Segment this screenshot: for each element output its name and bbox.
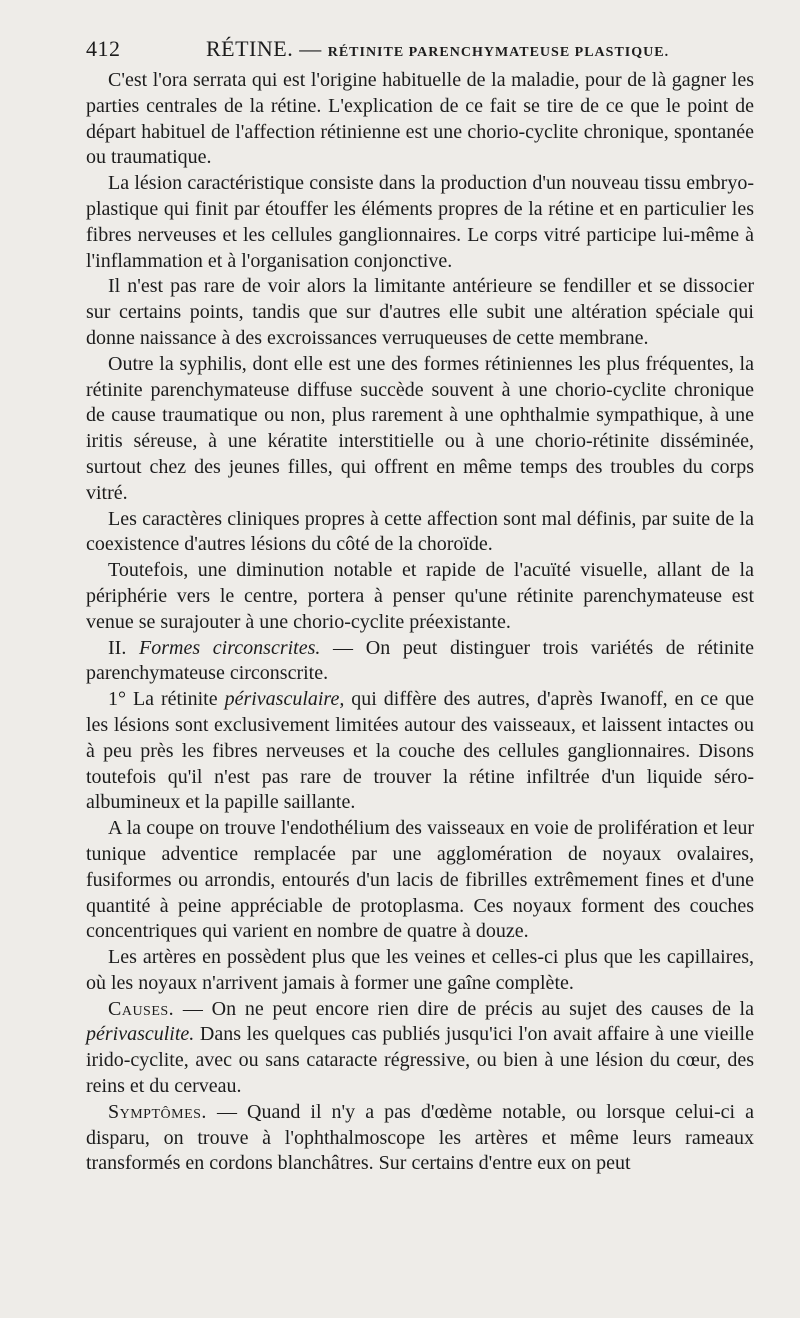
- body-text: [86, 68, 754, 1177]
- paragraph: Les artères en possèdent plus que les veines et celles-ci plus que les capillaires, où les noyaux n'arrivent jamais à former une gaîne complète.: [86, 946, 754, 994]
- paragraph: Toutefois, une diminution notable et rapide de l'acuïté visuelle, allant de la périphérie vers le centre, portera à penser qu'une rétinite parenchymateuse est venue se surajouter à une chorio-cyclite préexistante.: [86, 559, 754, 633]
- paragraph: [86, 687, 754, 816]
- paragraph: [86, 997, 754, 1100]
- running-title: [206, 36, 669, 62]
- paragraph: Les caractères cliniques propres à cette affection sont mal définis, par suite de la coexistence d'autres lésions du côté de la choroïde.: [86, 507, 754, 556]
- section-number: II.: [108, 636, 140, 659]
- paragraph-text: Dans les quelques cas publiés jusqu'ici l'on avait affaire à une vieille irido-cyclite, avec ou sans cataracte régressive, ou bien à une lésion du cœur, des reins et du cerveau.: [86, 1023, 754, 1098]
- section-heading: Formes circonscrites.: [139, 636, 321, 659]
- paragraph: Il n'est pas rare de voir alors la limitante antérieure se fendiller et se dissocier sur certains points, tandis que sur d'autres elle subit une altération spéciale qui donne naissance à des excroissances verruqueuses de cette membrane.: [86, 275, 754, 349]
- paragraph-text: — Quand il n'y a pas d'œdème notable, ou lorsque celui-ci a disparu, on trouve à l'ophthalmoscope les artères et même leurs rameaux transformés en cordons blanchâtres. Sur certains d'entre eux on peut: [86, 1100, 754, 1175]
- italic-term: périvasculite.: [86, 1023, 195, 1046]
- paragraph-text: — On ne peut encore rien dire de précis au sujet des causes de la: [174, 997, 754, 1020]
- paragraph: Outre la syphilis, dont elle est une des formes rétiniennes les plus fréquentes, la rétinite parenchymateuse diffuse succède souvent à une chorio-cyclite chronique de cause traumatique ou non, plus rarement à une ophthalmie sympathique, à une iritis séreuse, à une kératite interstitielle ou à une chorio-rétinite disséminée, surtout chez des jeunes filles, qui offrent en même temps des troubles du corps vitré.: [86, 352, 754, 504]
- paragraph: A la coupe on trouve l'endothélium des vaisseaux en voie de prolifération et leur tunique adventice remplacée par une agglomération de noyaux ovalaires, fusiformes ou arrondis, entourés d'un lacis de fibrilles extrêmement fines et d'une quantité à peine appréciable de protoplasma. Ces noyaux forment des couches concentriques qui varient en nombre de quatre à douze.: [86, 817, 754, 943]
- item-lead: 1° La rétinite: [108, 688, 225, 711]
- run-in-heading: Causes.: [108, 997, 175, 1020]
- paragraph: [86, 636, 754, 688]
- run-in-heading: Symptômes.: [108, 1100, 207, 1123]
- page-number: 412: [86, 36, 121, 61]
- paragraph: La lésion caractéristique consiste dans la production d'un nouveau tissu embryo-plastique qui finit par étouffer les éléments propres de la rétine et en particulier les fibres nerveuses et les cellules ganglionnaires. Le corps vitré participe lui-même à l'inflammation et à l'organisation conjonctive.: [86, 172, 754, 272]
- running-header: [86, 36, 754, 66]
- paragraph-text: qui diffère des autres, d'après Iwanoff, en ce que les lésions sont exclusivement limitées autour des vaisseaux, et laissent intactes ou à peu près les fibres nerveuses et la couche des cellules ganglionnaires. Disons toutefois qu'il n'est pas rare de trouver la rétine infiltrée d'un liquide séro-albumineux et la papille saillante.: [86, 688, 754, 814]
- header-subtitle: RÉTINITE PARENCHYMATEUSE PLASTIQUE.: [327, 45, 670, 60]
- paragraph: C'est l'ora serrata qui est l'origine habituelle de la maladie, pour de là gagner les parties centrales de la rétine. L'explication de ce fait se tire de ce que le point de départ habituel de l'affection rétinienne est une chorio-cyclite chronique, spontanée ou traumatique.: [86, 69, 754, 169]
- header-title: RÉTINE.: [206, 36, 294, 61]
- paragraph: [86, 1100, 754, 1177]
- paragraph-text: — On peut distinguer trois variétés de rétinite parenchymateuse circonscrite.: [86, 636, 754, 685]
- item-term: périvasculaire,: [224, 688, 345, 711]
- header-dash: —: [299, 36, 322, 61]
